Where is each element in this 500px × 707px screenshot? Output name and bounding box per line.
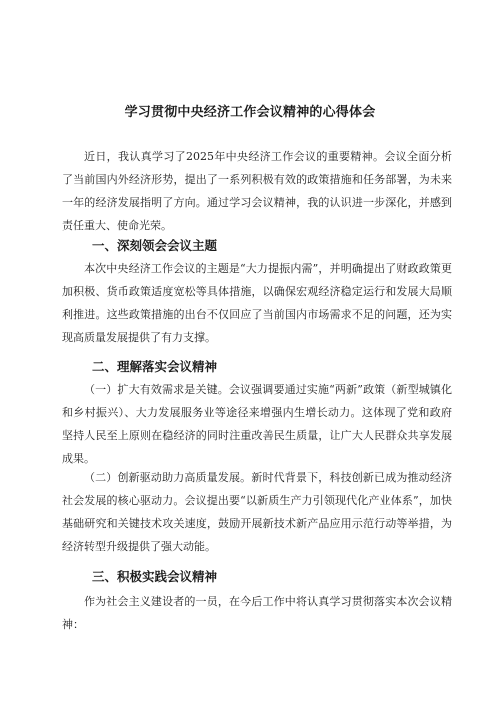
section-2-paragraph-2: （二）创新驱动助力高质量发展。新时代背景下，科技创新已成为推动经济社会发展的核心驱动力。会议提出要“以新质生产力引领现代化产业体系”，加快基础研究和关键技术攻关速度，鼓励开展新技术新产品应用示范行动等举措，为经济转型升级提供了强大动能。 [62, 471, 452, 553]
document-title: 学习贯彻中央经济工作会议精神的心得体会 [124, 104, 376, 120]
section-1-paragraph: 本次中央经济工作会议的主题是“大力提振内需”，并明确提出了财政政策更加积极、货币政策适度宽松等具体措施，以确保宏观经济稳定运行和发展大局顺利推进。这些政策措施的出台不仅回应了当前国内市场需求不足的问题，还为实现高质量发展提供了有力支撑。 [62, 262, 452, 344]
intro-paragraph: 近日，我认真学习了2025年中央经济工作会议的重要精神。会议全面分析了当前国内外经济形势，提出了一系列积极有效的政策措施和任务部署，为未来一年的经济发展指明了方向。通过学习会议精神，我的认识进一步深化，并感到责任重大、使命光荣。 [62, 150, 452, 232]
section-2-paragraph-1: （一）扩大有效需求是关键。会议强调要通过实施“两新”政策（新型城镇化和乡村振兴）、大力发展服务业等途径来增强内生增长动力。这体现了党和政府坚持人民至上原则在稳经济的同时注重改善民生质量，让广大人民群众共享发展成果。 [62, 383, 452, 465]
section-3-paragraph: 作为社会主义建设者的一员，在今后工作中将认真学习贯彻落实本次会议精神： [62, 595, 452, 631]
section-3-heading: 三、积极实践会议精神 [92, 569, 218, 584]
section-2-heading: 二、理解落实会议精神 [92, 359, 218, 374]
section-1-heading: 一、深刻领会会议主题 [92, 238, 218, 253]
